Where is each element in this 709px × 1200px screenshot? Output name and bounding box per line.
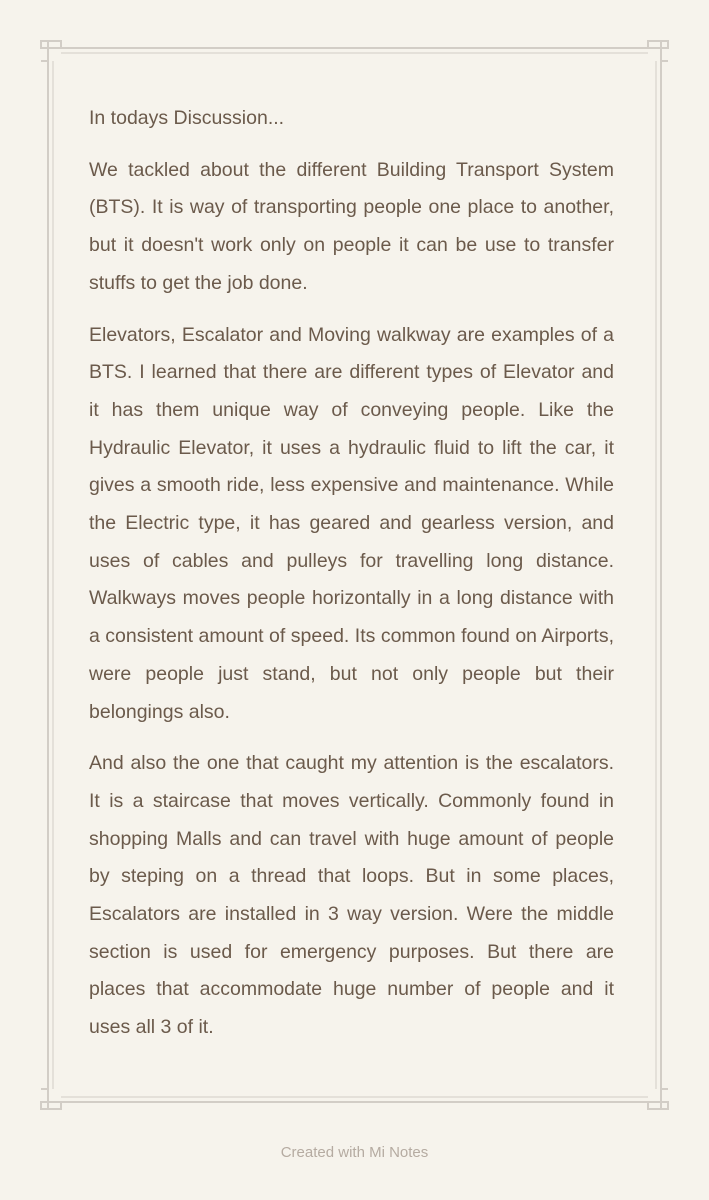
note-body[interactable] <box>89 100 614 1061</box>
note-paragraph-intro: In todays Discussion... <box>89 107 285 129</box>
corner-ornament-bottom-right <box>648 1089 668 1109</box>
corner-ornament-top-right <box>648 41 668 61</box>
note-paragraph-bts: We tackled about the different Building Transport System (BTS). It is way of transporting people one place to another, but it doesn't work only on people it can be use to transfer stuffs to get the job done. <box>89 158 614 294</box>
corner-ornament-bottom-left <box>41 1089 61 1109</box>
footer-watermark: Created with Mi Notes <box>280 1144 429 1161</box>
note-paragraph-elevators: Elevators, Escalator and Moving walkway are examples of a BTS. I learned that there are different types of Elevator and it has them unique way of conveying people. Like the Hydraulic Elevator, it uses a hydraulic fluid to lift the car, it gives a smooth ride, less expensive and maintenance. While the Electric type, it has geared and gearless version, and uses of cables and pulleys for travelling long distance. Walkways moves people horizontally in a long distance with a consistent amount of speed. Its common found on Airports, were people just stand, but not only people but their belongings also. <box>89 323 614 723</box>
note-paragraph-escalators: And also the one that caught my attention is the escalators. It is a staircase that moves vertically. Commonly found in shopping Malls and can travel with huge amount of people by steping on a thread that loops. But in some places, Escalators are installed in 3 way version. Were the middle section is used for emergency purposes. But there are places that accommodate huge number of people and it uses all 3 of it. <box>89 752 614 1039</box>
corner-ornament-top-left <box>41 41 61 61</box>
